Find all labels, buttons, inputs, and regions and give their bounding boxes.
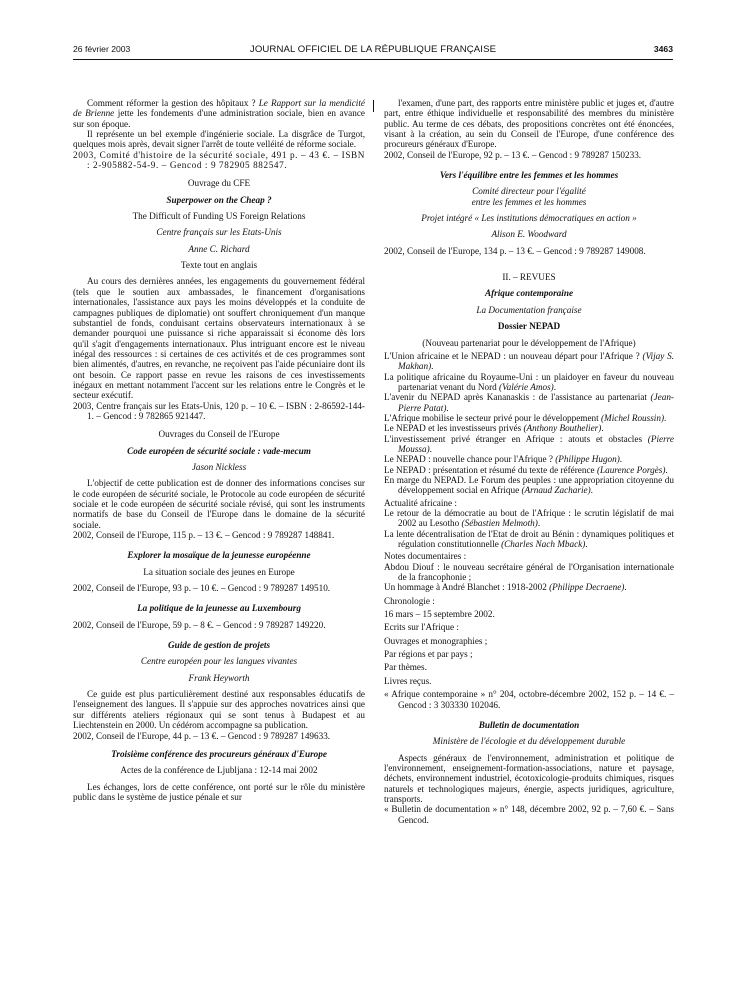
book-description: Au cours des dernières années, les engagements du gouvernement fédéral (tels que le soutien aux ambassades, le financement d'organisations internationales, l'assistance aux pays les moins développés et la conduite de campagnes publiques de diplomatie) ont souffert chroniquement d'un manque substantiel de fonds, conduisant certains observateurs internationaux à se demander pourquoi une puissance si riche apparaissait si économe dès lors qu'il s'agit d'engagements internationaux. Plus intriguant encore est le niveau inégal des ressources : si certaines de ces activités et de ces programmes sont bien alimentés, d'autres, en revanche, ne reçoivent pas l'aide pécuniaire dont ils ont besoin. Ce rapport passe en revue les raisons de ces investissements inégaux en mettant notamment l'accent sur les relations entre le Congrès et le secteur exécutif. (73, 276, 365, 401)
reference: 2002, Conseil de l'Europe, 92 p. – 13 €. – Gencod : 9 789287 150233. (384, 149, 642, 160)
intro-paragraph-2: Il représente un bel exemple d'ingénierie sociale. La disgrâce de Turgot, quelques mois après, devait signer l'arrêt de toute velléité de réforme sociale. (73, 129, 365, 150)
list-heading: Notes documentaires : (384, 551, 467, 562)
journal-title: Afrique contemporaine (484, 288, 574, 299)
column-divider (373, 100, 374, 112)
book-organization: Comité directeur pour l'égalité (472, 186, 586, 197)
book-description: Les échanges, lors de cette conférence, ont porté sur le rôle du ministère public dans le système de justice pénale et sur (73, 781, 365, 802)
header-page-number: 3463 (653, 44, 673, 54)
book-title: Explorer la mosaïque de la jeunesse européenne (127, 550, 311, 561)
list-item: 16 mars – 15 septembre 2002. (384, 609, 495, 620)
journal-publisher: La Documentation française (476, 304, 582, 315)
book-description: Ce guide est plus particulièrement destiné aux responsables éducatifs de l'enseignement des langues. Il s'appuie sur des approches novatrices ainsi que sur différents ateliers régionaux qui se sont tenus à Budapest et au Liechtenstein en 2000. Un cédérom accompagne sa publication. (73, 689, 365, 731)
list-item: L'avenir du NEPAD après Kananaskis : de l'assistance au partenariat (Jean-Pierre Patat). (384, 392, 674, 413)
list-item: L'investissement privé étranger en Afrique : atouts et obstacles (Pierre Moussa). (384, 433, 674, 454)
book-organization: Centre français sur les Etats-Unis (156, 227, 282, 238)
journal-description: Aspects généraux de l'environnement, administration et politique de l'environnement, enseignement-formation-associations, nature et paysage, déchets, environnement industriel, écotoxicologie-produits chimiques, risques naturels et technologiques majeurs, énergie, aspects juridiques, agriculture, transports. (384, 752, 674, 804)
reference: 2003, Comité d'histoire de la sécurité sociale, 491 p. – 43 €. – ISBN : 2-905882-54-9. – Gencod : 9 782905 882547. (73, 149, 365, 171)
section-heading: II. – REVUES (502, 272, 556, 283)
book-subtitle: La situation sociale des jeunes en Europe (143, 566, 295, 577)
book-author: Frank Heyworth (188, 672, 250, 683)
article-list (384, 508, 674, 549)
reference: 2002, Conseil de l'Europe, 93 p. – 10 €. – Gencod : 9 789287 149510. (73, 583, 331, 594)
reference: 2002, Conseil de l'Europe, 115 p. – 13 €. – Gencod : 9 789287 148841. (73, 530, 335, 541)
book-language-note: Texte tout en anglais (180, 260, 258, 271)
section-label: Ouvrages du Conseil de l'Europe (158, 429, 280, 440)
reference: 2002, Conseil de l'Europe, 59 p. – 8 €. – Gencod : 9 789287 149220. (73, 619, 326, 630)
left-column (73, 98, 365, 802)
intro-paragraph: Comment réformer la gestion des hôpitaux ? Le Rapport sur la mendicité de Brienne jette les fondements d'une administration sociale, bien en avance sur son époque. (73, 98, 365, 129)
journal-title: Bulletin de documentation (478, 719, 580, 730)
list-item: Un hommage à André Blanchet : 1918-2002 (Philippe Decraene). (384, 582, 627, 593)
reference: 2002, Conseil de l'Europe, 44 p. – 13 €. – Gencod : 9 789287 149633. (73, 730, 331, 741)
list-item: La lente décentralisation de l'Etat de droit au Bénin : dynamiques politiques et régulation constitutionnelle (Charles Nach Mback). (384, 528, 674, 550)
header-rule (73, 59, 673, 60)
book-title: Vers l'équilibre entre les femmes et les hommes (439, 170, 619, 181)
book-organization: entre les femmes et les hommes (471, 196, 587, 207)
list-item: La politique africaine du Royaume-Uni : un plaidoyer en faveur du nouveau partenariat venant du Nord (Valérie Amos). (384, 371, 674, 392)
book-subtitle: The Difficult of Funding US Foreign Relations (132, 211, 306, 222)
book-subtitle: Actes de la conférence de Ljubljana : 12-14 mai 2002 (120, 765, 318, 776)
book-description: L'objectif de cette publication est de donner des informations concises sur le code européen de sécurité sociale, le Protocole au code européen de sécurité sociale et le code européen de sécurité sociale révisé, qui sont les instruments normatifs de base du Conseil de l'Europe dans le domaine de la sécurité sociale. (73, 478, 365, 530)
list-item: L'Union africaine et le NEPAD : un nouveau départ pour l'Afrique ? (Vijay S. Makhan). (384, 350, 675, 372)
list-heading: Ecrits sur l'Afrique : (384, 622, 459, 633)
list-heading: Chronologie : (384, 595, 435, 606)
list-heading: Actualité africaine : (384, 497, 457, 508)
list-item: Par thèmes. (384, 662, 427, 673)
article-list (384, 351, 674, 496)
journal-publisher: Ministère de l'écologie et du développement durable (432, 736, 626, 747)
book-title: Troisième conférence des procureurs généraux d'Europe (111, 748, 327, 759)
book-title: Code européen de sécurité sociale : vade-mecum (127, 445, 311, 456)
list-item: En marge du NEPAD. Le Forum des peuples : une appropriation citoyenne du développement social en Afrique (Arnaud Zacharie). (384, 474, 674, 496)
book-title: Guide de gestion de projets (167, 640, 271, 651)
dossier-subtitle: (Nouveau partenariat pour le développement de l'Afrique) (422, 337, 636, 348)
book-project: Projet intégré « Les institutions démocratiques en action » (421, 213, 637, 224)
reference: « Bulletin de documentation » n° 148, décembre 2002, 92 p. – 7,60 €. – Sans Gencod. (384, 804, 674, 825)
header-date: 26 février 2003 (73, 44, 131, 54)
list-item: L'Afrique mobilise le secteur privé pour le développement (Michel Roussin). (384, 412, 667, 423)
dossier-title: Dossier NEPAD (497, 321, 561, 332)
list-item: Le NEPAD et les investisseurs privés (Anthony Bouthelier). (384, 423, 604, 434)
list-item: Abdou Diouf : le nouveau secrétaire général de l'Organisation internationale de la francophonie ; (384, 561, 674, 583)
list-item: Le retour de la démocratie au bout de l'Afrique : le scrutin législatif de mai 2002 au Lesotho (Sébastien Melmoth). (384, 508, 674, 529)
section-label: Ouvrage du CFE (187, 178, 251, 189)
reference: « Afrique contemporaine » n° 204, octobre-décembre 2002, 152 p. – 14 €. – Gencod : 3 303330 102046. (384, 689, 674, 710)
book-title: Superpower on the Cheap ? (166, 194, 272, 205)
book-description-continued: l'examen, d'une part, des rapports entre ministère public et juges et, d'autre part, entre éthique individuelle et responsabilité des membres du ministère public. Au terme de ces débats, des propositions concrètes ont été énoncées, visant à la création, au sein du Conseil de l'Europe, d'une conférence des procureurs généraux d'Europe. (384, 98, 674, 150)
list-item: Par régions et par pays ; (384, 649, 473, 660)
list-item: Livres reçus. (384, 675, 432, 686)
book-author: Anne C. Richard (188, 243, 250, 254)
book-author: Alison E. Woodward (491, 229, 567, 240)
right-column (384, 98, 674, 825)
reference: 2002, Conseil de l'Europe, 134 p. – 13 €. – Gencod : 9 789287 149008. (384, 245, 646, 256)
page-header (73, 44, 673, 58)
list-item: Le NEPAD : présentation et résumé du texte de référence (Laurence Porgès). (384, 464, 668, 475)
header-journal-title: JOURNAL OFFICIEL DE LA RÉPUBLIQUE FRANÇAISE (249, 44, 497, 55)
list-item: Le NEPAD : nouvelle chance pour l'Afrique ? (Philippe Hugon). (384, 454, 623, 465)
book-title: La politique de la jeunesse au Luxembourg (137, 603, 301, 614)
book-organization: Centre européen pour les langues vivantes (140, 656, 298, 667)
list-item: Ouvrages et monographies ; (384, 635, 488, 646)
book-author: Jason Nickless (191, 461, 247, 472)
reference: 2003, Centre français sur les Etats-Unis, 120 p. – 10 €. – ISBN : 2-86592-144-1. – Gencod : 9 782865 921447. (73, 400, 365, 421)
